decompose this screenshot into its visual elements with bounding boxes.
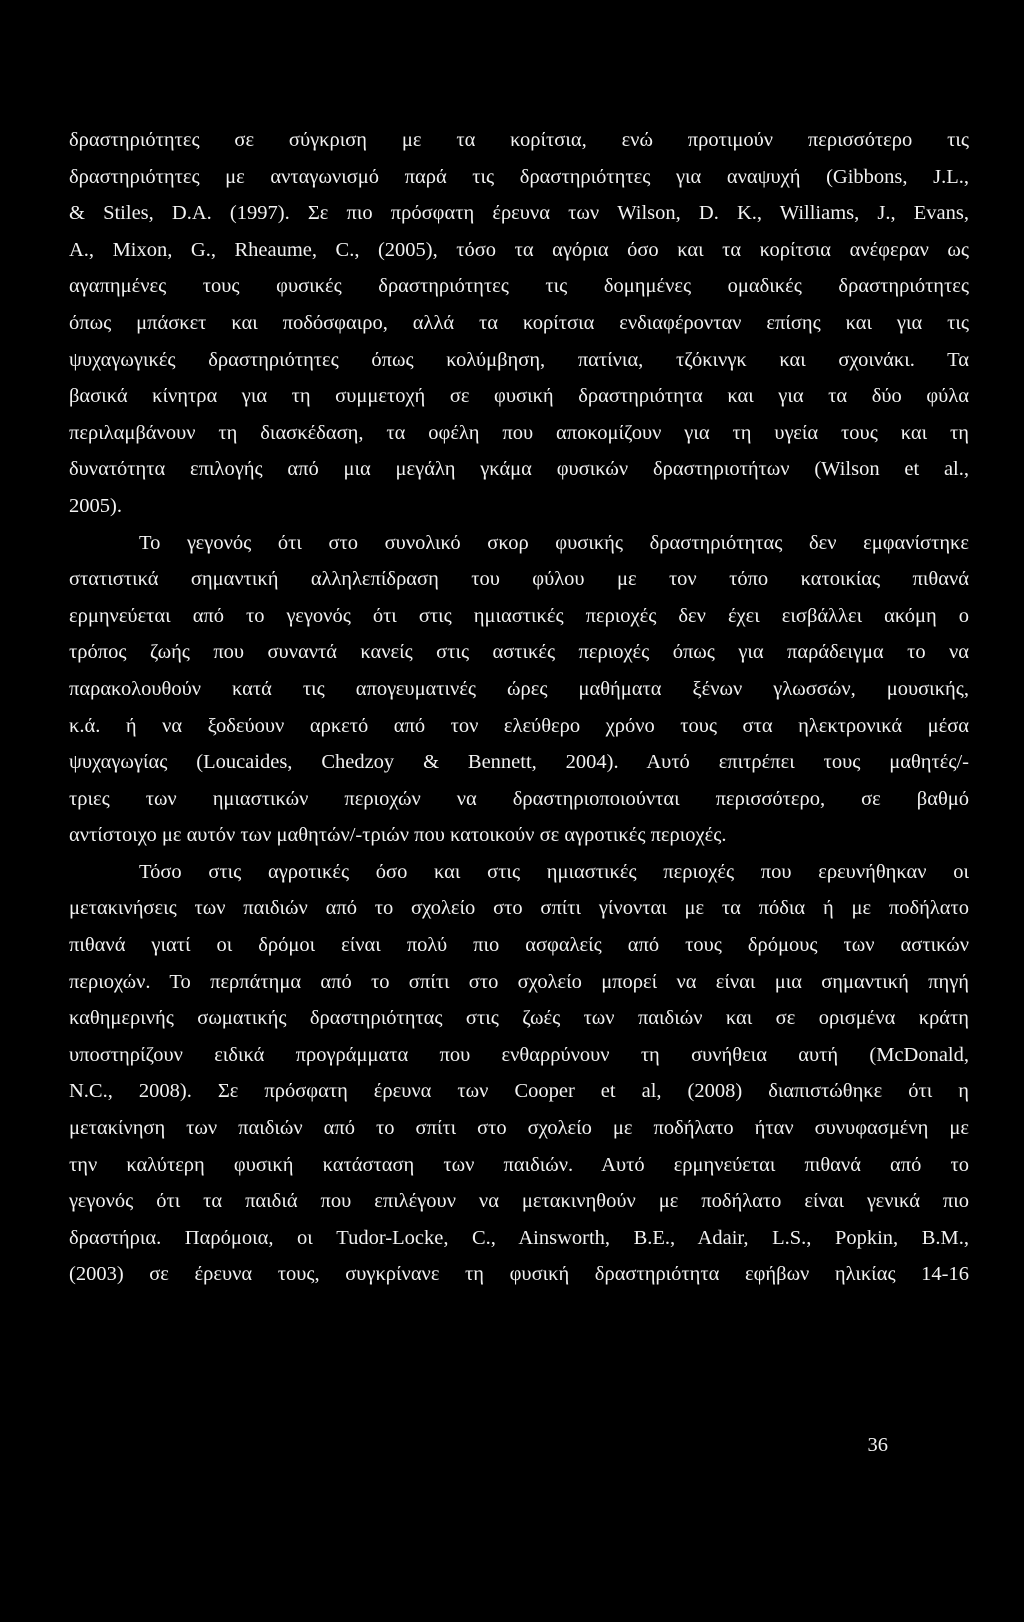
- document-page: [69, 122, 969, 1293]
- text-line: (2003) σε έρευνα τους, συγκρίνανε τη φυσική δραστηριότητα εφήβων ηλικίας 14-16: [69, 1263, 969, 1286]
- page-number: 36: [867, 1434, 888, 1456]
- text-line: την καλύτερη φυσική κατάσταση των παιδιών. Αυτό ερμηνεύεται πιθανά από το: [69, 1153, 969, 1176]
- text-line: κ.ά. ή να ξοδεύουν αρκετό από τον ελεύθερο χρόνο τους στα ηλεκτρονικά μέσα: [69, 714, 969, 737]
- text-line: υποστηρίζουν ειδικά προγράμματα που ενθαρρύνουν τη συνήθεια αυτή (McDonald,: [69, 1043, 969, 1066]
- text-line: ερμηνεύεται από το γεγονός ότι στις ημιαστικές περιοχές δεν έχει εισβάλλει ακόμη ο: [69, 604, 969, 627]
- paragraph-1: [69, 122, 969, 525]
- text-line: περιλαμβάνουν τη διασκέδαση, τα οφέλη που αποκομίζουν για τη υγεία τους και τη: [69, 421, 969, 444]
- text-line: τριες των ημιαστικών περιοχών να δραστηριοποιούνται περισσότερο, σε βαθμό: [69, 787, 969, 810]
- text-line: βασικά κίνητρα για τη συμμετοχή σε φυσική δραστηριότητα και για τα δύο φύλα: [69, 385, 969, 408]
- text-line: δραστηριότητες με ανταγωνισμό παρά τις δραστηριότητες για αναψυχή (Gibbons, J.L.,: [69, 165, 969, 188]
- text-line: 2005).: [69, 494, 122, 517]
- text-line: μετακίνηση των παιδιών από το σπίτι στο σχολείο με ποδήλατο ήταν συνυφασμένη με: [69, 1117, 969, 1140]
- text-line: παρακολουθούν κατά τις απογευματινές ώρες μαθήματα ξένων γλωσσών, μουσικής,: [69, 677, 969, 700]
- text-line: ψυχαγωγικές δραστηριότητες όπως κολύμβηση, πατίνια, τζόκινγκ και σχοινάκι. Τα: [69, 348, 969, 371]
- text-line: αγαπημένες τους φυσικές δραστηριότητες τις δομημένες ομαδικές δραστηριότητες: [69, 275, 969, 298]
- text-line: & Stiles, D.A. (1997). Σε πιο πρόσφατη έρευνα των Wilson, D. K., Williams, J., Evans,: [69, 202, 969, 225]
- text-line: A., Mixon, G., Rheaume, C., (2005), τόσο τα αγόρια όσο και τα κορίτσια ανέφεραν ως: [69, 238, 969, 261]
- text-line: όπως μπάσκετ και ποδόσφαιρο, αλλά τα κορίτσια ενδιαφέρονταν επίσης και για τις: [69, 311, 969, 334]
- paragraph-3: [69, 854, 969, 1293]
- text-line: N.C., 2008). Σε πρόσφατη έρευνα των Cooper et al, (2008) διαπιστώθηκε ότι η: [69, 1080, 969, 1103]
- text-line: αντίστοιχο με αυτόν των μαθητών/-τριών που κατοικούν σε αγροτικές περιοχές.: [69, 824, 727, 847]
- text-line: Τόσο στις αγροτικές όσο και στις ημιαστικές περιοχές που ερευνήθηκαν οι: [139, 860, 969, 883]
- paragraph-2: [69, 525, 969, 854]
- text-line: ψυχαγωγίας (Loucaides, Chedzoy & Bennett, 2004). Αυτό επιτρέπει τους μαθητές/-: [69, 751, 969, 774]
- text-line: Το γεγονός ότι στο συνολικό σκορ φυσικής δραστηριότητας δεν εμφανίστηκε: [139, 531, 969, 554]
- text-line: δραστήρια. Παρόμοια, οι Tudor-Locke, C., Ainsworth, B.E., Adair, L.S., Popkin, B.M.,: [69, 1226, 969, 1249]
- text-line: δυνατότητα επιλογής από μια μεγάλη γκάμα φυσικών δραστηριοτήτων (Wilson et al.,: [69, 458, 969, 481]
- text-line: τρόπος ζωής που συναντά κανείς στις αστικές περιοχές όπως για παράδειγμα το να: [69, 641, 969, 664]
- text-line: στατιστικά σημαντική αλληλεπίδραση του φύλου με τον τόπο κατοικίας πιθανά: [69, 568, 969, 591]
- text-line: καθημερινής σωματικής δραστηριότητας στις ζωές των παιδιών και σε ορισμένα κράτη: [69, 1007, 969, 1030]
- text-line: περιοχών. Το περπάτημα από το σπίτι στο σχολείο μπορεί να είναι μια σημαντική πηγή: [69, 970, 969, 993]
- text-line: γεγονός ότι τα παιδιά που επιλέγουν να μετακινηθούν με ποδήλατο είναι γενικά πιο: [69, 1190, 969, 1213]
- text-line: δραστηριότητες σε σύγκριση με τα κορίτσια, ενώ προτιμούν περισσότερο τις: [69, 129, 969, 151]
- text-line: πιθανά γιατί οι δρόμοι είναι πολύ πιο ασφαλείς από τους δρόμους των αστικών: [69, 934, 969, 957]
- text-line: μετακινήσεις των παιδιών από το σχολείο στο σπίτι γίνονται με τα πόδια ή με ποδήλατο: [69, 897, 969, 920]
